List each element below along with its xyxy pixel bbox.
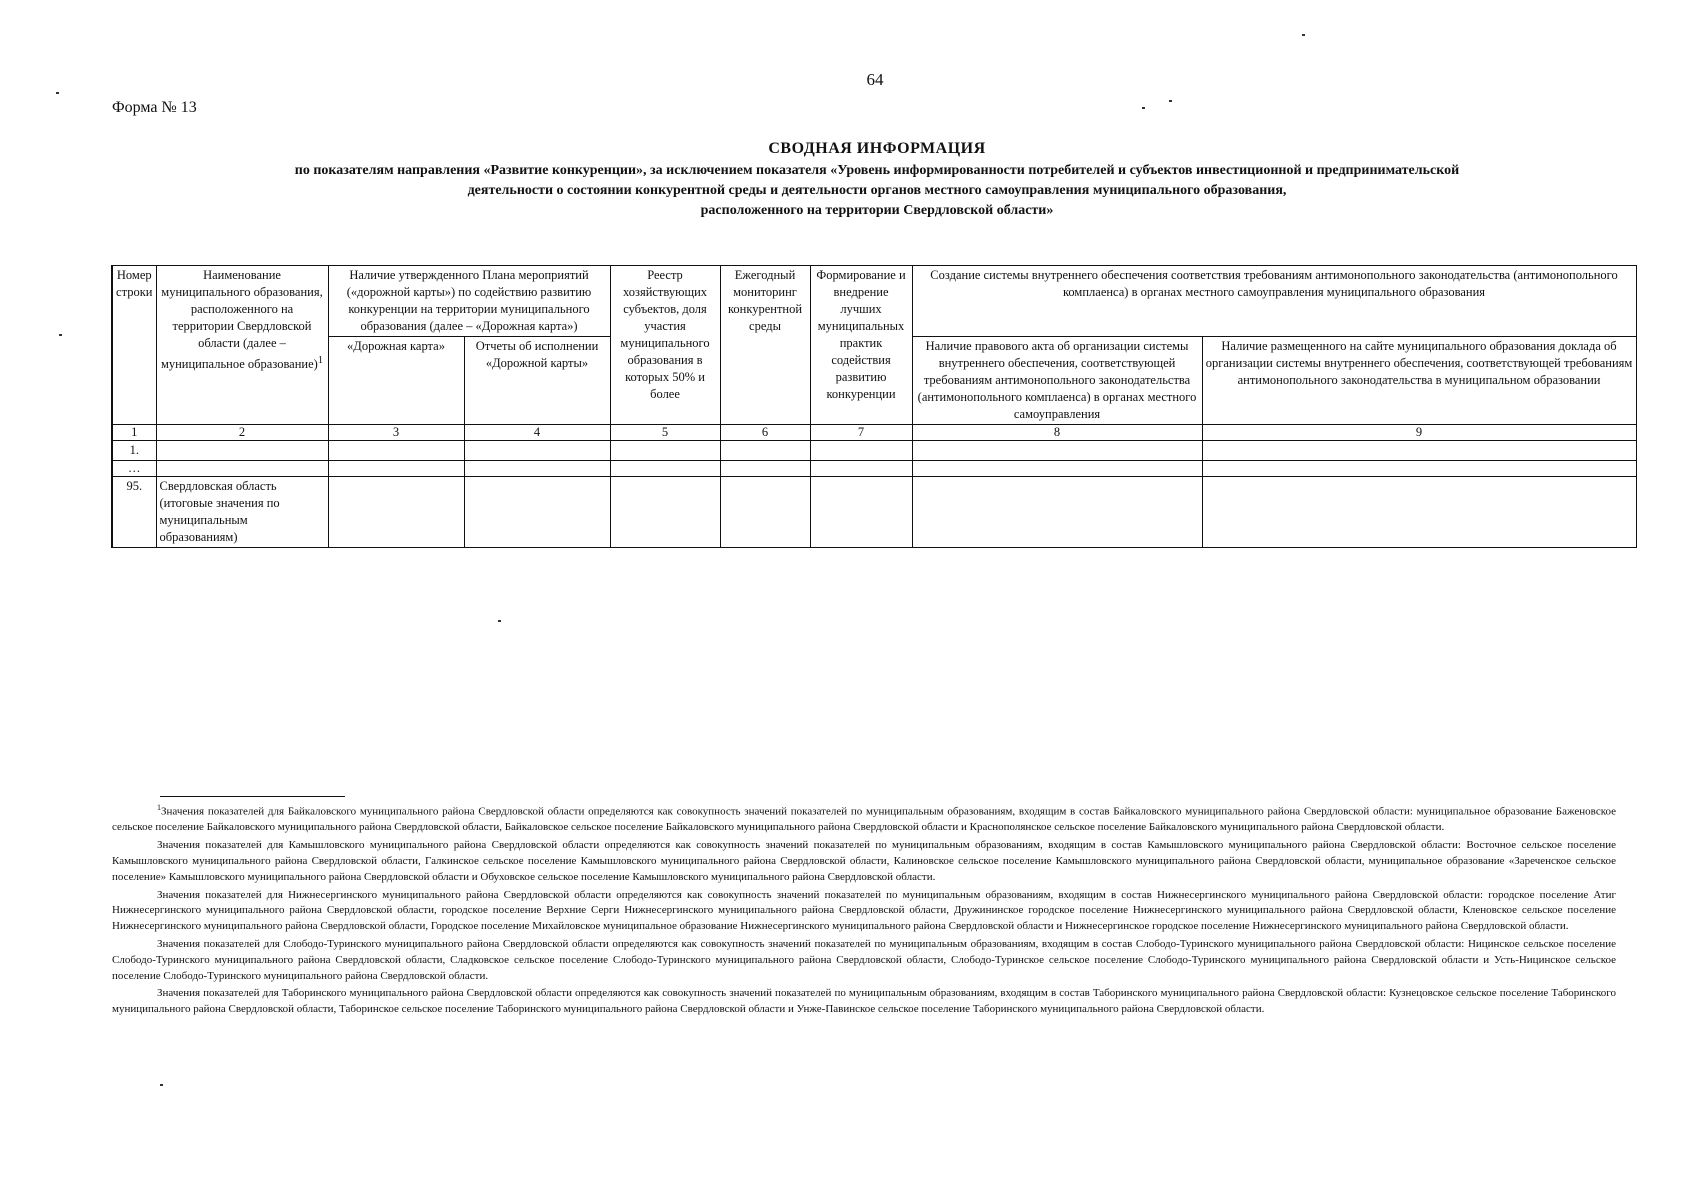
column-number: 6 <box>720 425 810 441</box>
table-cell <box>810 461 912 477</box>
header-plan-group: Наличие утвержденного Плана мероприятий («дорожной карты») по содействию развитию конкуренции на территории муниципального образования (далее – «Дорожная карта») <box>328 266 610 337</box>
table-cell <box>720 461 810 477</box>
footnote <box>112 937 1616 984</box>
footnote <box>112 838 1616 885</box>
header-footnote-mark: 1 <box>317 355 324 366</box>
header-roadmap-reports: Отчеты об исполнении «Дорожной карты» <box>464 337 610 425</box>
scan-speck <box>1302 34 1305 36</box>
table-cell <box>1202 477 1636 548</box>
table-cell <box>810 441 912 461</box>
footnote-text: Значения показателей для Таборинского муниципального района Свердловской области определяются как совокупность значений показателей по муниципальным образованиям, входящим в состав Таборинского муниципального района Свердловской области: Кузнецовское сельское поселение Таборинского муниципального района Свердловской области, Таборинское сельское поселение Таборинского муниципального района Свердловской области и Унже-Павинское сельское поселение Таборинского муниципального района Свердловской области. <box>112 987 1616 1016</box>
row-number: 95. <box>112 477 156 548</box>
row-number: 1. <box>112 441 156 461</box>
table-cell <box>912 477 1202 548</box>
table-cell <box>720 477 810 548</box>
header-registry: Реестр хозяйствующих субъектов, доля участия муниципального образования в которых 50% и более <box>610 266 720 425</box>
footnote-text: Значения показателей для Камышловского муниципального района Свердловской области определяются как совокупность значений показателей по муниципальным образованиям, входящим в состав Камышловского муниципального района Свердловской области: Восточное сельское поселение Камышловского муниципального района Свердловской области, Галкинское сельское поселение Камышловского муниципального района Свердловской области, Калиновское сельское поселение Камышловского муниципального района Свердловской области, муниципальное образование «Зареченское сельское поселение» Камышловского муниципального района Свердловской области и Обуховское сельское поселение Камышловского муниципального района Свердловской области. <box>112 839 1616 883</box>
header-municipality-name-text: Наименование муниципального образования, расположенного на территории Свердловской области (далее – муниципальное образование) <box>160 268 323 372</box>
table-cell <box>810 477 912 548</box>
table-row <box>112 441 1636 461</box>
scan-speck <box>1169 100 1172 102</box>
column-number: 5 <box>610 425 720 441</box>
table-cell <box>1202 461 1636 477</box>
table-cell <box>1202 441 1636 461</box>
table-cell <box>912 461 1202 477</box>
footnote-mark: 1 <box>157 803 161 812</box>
table-cell <box>328 477 464 548</box>
scan-speck <box>1142 107 1145 109</box>
table-row <box>112 461 1636 477</box>
summary-table <box>111 265 1637 548</box>
header-row-number: Номер строки <box>112 266 156 425</box>
document-title <box>112 140 1642 221</box>
column-number: 1 <box>112 425 156 441</box>
header-monitoring: Ежегодный мониторинг конкурентной среды <box>720 266 810 425</box>
header-best-practices: Формирование и внедрение лучших муниципальных практик содействия развитию конкуренции <box>810 266 912 425</box>
title-subtitle <box>112 161 1642 221</box>
scan-speck <box>56 92 59 94</box>
scan-speck <box>498 620 501 622</box>
row-name <box>156 441 328 461</box>
scan-speck <box>160 1084 163 1086</box>
footnote <box>112 986 1616 1018</box>
table-cell <box>610 441 720 461</box>
title-line-3: расположенного на территории Свердловской области» <box>700 203 1054 218</box>
page-number: 64 <box>866 70 884 89</box>
header-roadmap: «Дорожная карта» <box>328 337 464 425</box>
title-line-2: деятельности о состоянии конкурентной среды и деятельности органов местного самоуправления муниципального образования, <box>467 183 1287 198</box>
footnote-text: Значения показателей для Нижнесергинского муниципального района Свердловской области определяются как совокупность значений показателей по муниципальным образованиям, входящим в состав Нижнесергинского муниципального района Свердловской области: городское поселение Атиг Нижнесергинского муниципального района Свердловской области, городское поселение Верхние Серги Нижнесергинского муниципального района Свердловской области, Дружининское городское поселение Нижнесергинского муниципального района Свердловской области, Кленовское сельское поселение Нижнесергинского муниципального района Свердловской области, Городское поселение Михайловское муниципальное образование Нижнесергинского муниципального района Свердловской области и Нижнесергинское городское поселение Нижнесергинского муниципального района Свердловской области. <box>112 888 1616 933</box>
column-number: 3 <box>328 425 464 441</box>
footnote-text: Значения показателей для Слободо-Туринского муниципального района Свердловской области определяются как совокупность значений показателей по муниципальным образованиям, входящим в состав Слободо-Туринского муниципального района Свердловской области: Ницинское сельское поселение Слободо-Туринского муниципального района Свердловской области, Сладковское сельское поселение Слободо-Туринского муниципального района Свердловской области, Слободо-Туринское сельское поселение Слободо-Туринского муниципального района Свердловской области и Усть-Ницинское сельское поселение Слободо-Туринского муниципального района Свердловской области. <box>112 938 1616 982</box>
footnote <box>112 800 1616 836</box>
footnote <box>112 888 1616 935</box>
table-cell <box>720 441 810 461</box>
footnotes <box>112 800 1616 1020</box>
title-main: СВОДНАЯ ИНФОРМАЦИЯ <box>768 140 986 157</box>
column-numbers-row <box>112 425 1636 441</box>
table-cell <box>912 441 1202 461</box>
column-number: 9 <box>1202 425 1636 441</box>
header-row-1 <box>112 266 1636 337</box>
header-municipality-name <box>156 266 328 425</box>
title-line-1: по показателям направления «Развитие конкуренции», за исключением показателя «Уровень информированности потребителей и субъектов инвестиционной и предпринимательской <box>294 163 1460 178</box>
column-number: 7 <box>810 425 912 441</box>
table-cell <box>610 461 720 477</box>
header-website-report: Наличие размещенного на сайте муниципального образования доклада об организации системы внутреннего обеспечения, соответствующей требованиям антимонопольного законодательства в муниципальном образовании <box>1202 337 1636 425</box>
table-cell <box>464 441 610 461</box>
column-number: 8 <box>912 425 1202 441</box>
row-name: Свердловская область (итоговые значения по муниципальным образованиям) <box>156 477 328 548</box>
row-number: … <box>112 461 156 477</box>
header-compliance-group: Создание системы внутреннего обеспечения соответствия требованиям антимонопольного законодательства (антимонопольного комплаенса) в органах местного самоуправления муниципального образования <box>912 266 1636 337</box>
header-legal-act: Наличие правового акта об организации системы внутреннего обеспечения, соответствующей требованиям антимонопольного законодательства (антимонопольного комплаенса) в органах местного самоуправления <box>912 337 1202 425</box>
table-row <box>112 477 1636 548</box>
table-cell <box>610 477 720 548</box>
row-name <box>156 461 328 477</box>
table-cell <box>464 477 610 548</box>
footnote-divider <box>160 796 345 797</box>
column-number: 2 <box>156 425 328 441</box>
table-cell <box>328 461 464 477</box>
footnote-text: Значения показателей для Байкаловского муниципального района Свердловской области определяются как совокупность значений показателей по муниципальным образованиям, входящим в состав Байкаловского муниципального района Свердловской области: муниципальное образование Баженовское сельское поселение Байкаловского муниципального района Свердловской области, Байкаловское сельское поселение Байкаловского муниципального района Свердловской области и Краснополянское сельское поселение Байкаловского муниципального района Свердловской области. <box>112 805 1616 834</box>
scan-speck <box>59 334 62 336</box>
table-cell <box>328 441 464 461</box>
column-number: 4 <box>464 425 610 441</box>
table-cell <box>464 461 610 477</box>
form-label: Форма № 13 <box>112 99 197 116</box>
